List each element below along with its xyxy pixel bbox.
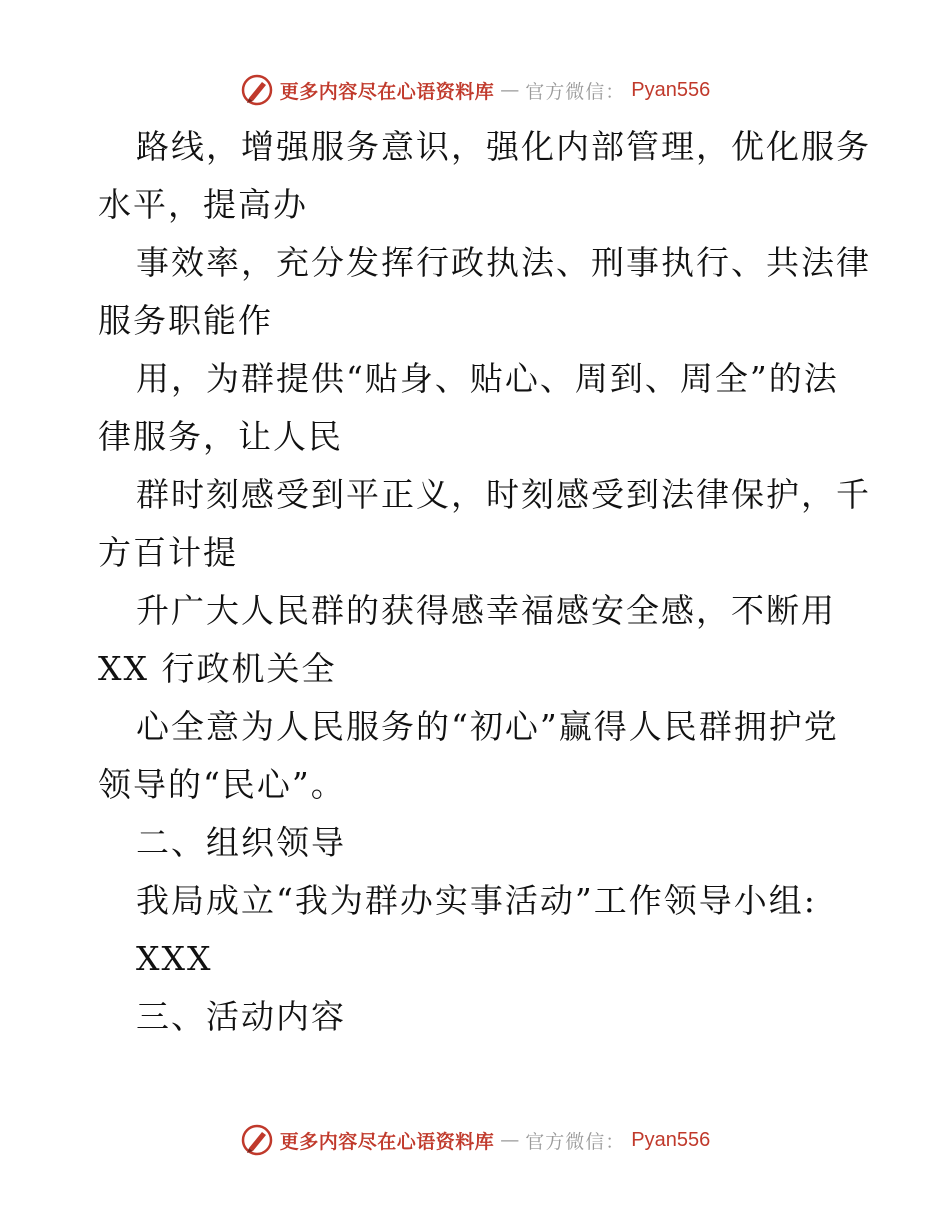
pen-logo-icon — [240, 73, 274, 107]
banner-title: 更多内容尽在心语资料库 — [279, 80, 495, 103]
banner-title: 更多内容尽在心语资料库 — [279, 1130, 495, 1153]
header-watermark-banner — [0, 70, 950, 110]
text-line: 用，为群提供“贴身、贴心、周到、周全”的法 — [136, 359, 839, 398]
text-line: XXX — [136, 939, 213, 978]
banner-wechat-id: Pyan556 — [631, 1128, 711, 1151]
banner-dash: — — [500, 1129, 520, 1151]
banner-wechat-id: Pyan556 — [631, 78, 711, 101]
text-line: 心全意为人民服务的“初心”赢得人民群拥护党 — [136, 707, 839, 746]
text-line: 事效率，充分发挥行政执法、刑事执行、共法律 — [136, 243, 871, 282]
banner-dash: — — [500, 79, 520, 101]
text-line: 律服务，让人民 — [98, 417, 343, 456]
text-line: 升广大人民群的获得感幸福感安全感，不断用 — [136, 591, 836, 630]
text-line: 方百计提 — [98, 533, 238, 572]
text-line: XX 行政机关全 — [98, 649, 337, 688]
pen-logo-icon — [240, 1123, 274, 1157]
text-line: 水平，提高办 — [98, 185, 308, 224]
text-line: 群时刻感受到平正义，时刻感受到法律保护，千 — [136, 475, 871, 514]
document-body — [98, 118, 871, 1046]
text-line: 二、组织领导 — [136, 823, 346, 862]
text-line: 服务职能作 — [98, 301, 273, 340]
text-line: 三、活动内容 — [136, 997, 346, 1036]
text-line: 路线，增强服务意识，强化内部管理，优化服务 — [136, 127, 871, 166]
banner-wechat-label: 官方微信： — [525, 80, 626, 103]
text-line: 领导的“民心”。 — [98, 765, 346, 804]
footer-watermark-banner — [0, 1120, 950, 1160]
text-line: 我局成立“我为群办实事活动”工作领导小组: — [136, 881, 817, 920]
banner-wechat-label: 官方微信： — [525, 1130, 626, 1153]
